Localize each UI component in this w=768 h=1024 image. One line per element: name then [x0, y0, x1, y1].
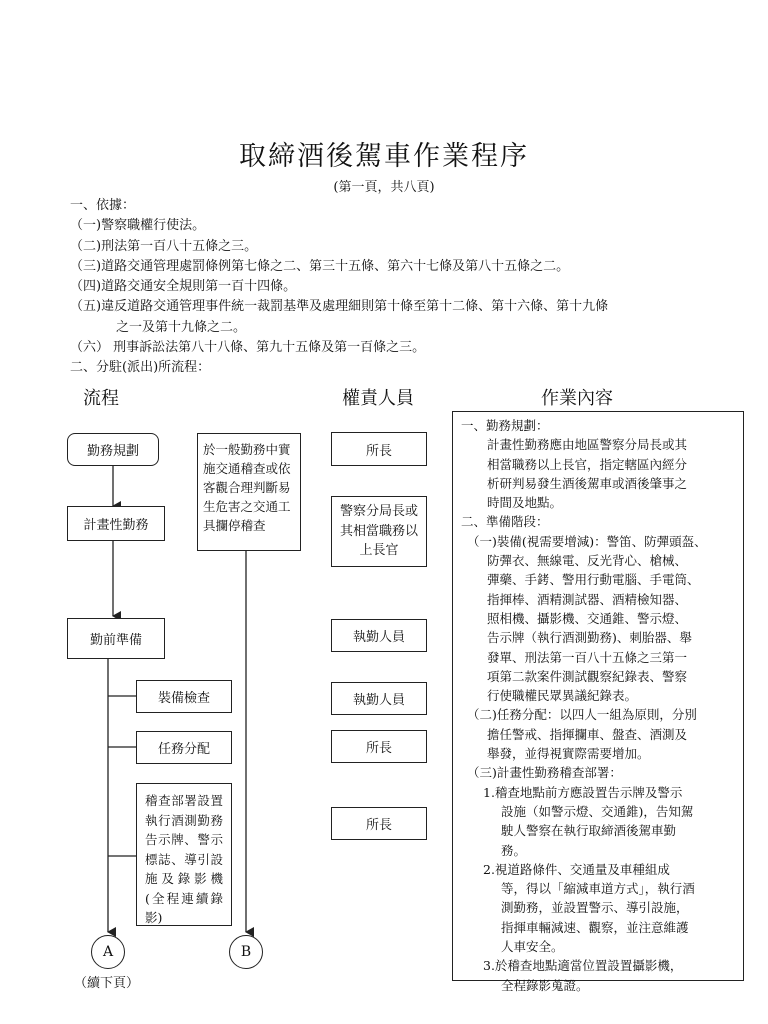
document-title: 取締酒後駕車作業程序 [239, 141, 529, 172]
basis-item-continued: 之一及第十九條之二。 [116, 319, 247, 335]
duty-planning-box: 勤務規劃 [67, 433, 159, 466]
responsible-column-header: 權責人員 [342, 388, 414, 409]
content-line: 一、勤務規劃： [461, 418, 549, 433]
flow-column-header: 流程 [83, 388, 119, 409]
content-line: 指揮車輛減速、觀察，並注意維護 [501, 919, 689, 935]
content-line: 二、準備階段： [461, 514, 549, 530]
basis-item: （三)道路交通管理處罰條例第七條之二、第三十五條、第六十七條及第八十五條之二。 [70, 258, 570, 274]
responsible-box: 執勤人員 [331, 619, 427, 652]
content-line: 務。 [501, 842, 527, 858]
page-indicator: (第一頁，共八頁) [333, 180, 435, 195]
content-line: 告示牌（執行酒測勤務)、刺胎器、舉 [487, 630, 692, 646]
content-line: 行使職權民眾異議紀錄表。 [487, 688, 638, 704]
general-duty-note-box: 於一般勤務中實施交通稽查或依客觀合理判斷易生危害之交通工具攔停稽查 [197, 433, 301, 551]
checkpoint-deploy-box: 稽查部署設置執行酒測勤務告示牌、警示標誌、導引設施及錄影機(全程連續錄影) [136, 783, 232, 926]
basis-item: （一)警察職權行使法。 [70, 218, 206, 234]
equipment-check-box: 裝備檢查 [136, 680, 232, 713]
connector-b: B [229, 935, 263, 969]
task-assignment-box: 任務分配 [136, 731, 232, 764]
content-line: 2.視道路條件、交通量及車種組成 [483, 861, 670, 877]
content-line: 等，得以「縮減車道方式」，執行酒 [501, 881, 695, 897]
connector-a: A [91, 935, 125, 969]
content-line: 1.稽查地點前方應設置告示牌及警示 [483, 784, 683, 800]
content-line: 相當職務以上長官，指定轄區內經分 [487, 456, 688, 472]
basis-item: （五)違反道路交通管理事件統一裁罰基準及處理細則第十條至第十二條、第十六條、第十九條 [70, 299, 609, 315]
content-line: 析研判易發生酒後駕車或酒後肇事之 [487, 475, 688, 491]
content-line: 彈藥、手銬、警用行動電腦、手電筒、 [487, 572, 700, 588]
responsible-box: 執勤人員 [331, 682, 427, 715]
content-line: 防彈衣、無線電、反光背心、槍械、 [487, 553, 688, 569]
basis-item: （四)道路交通安全規則第一百十四條。 [70, 279, 297, 295]
responsible-box: 所長 [331, 730, 427, 763]
basis-item: （二)刑法第一百八十五條之三。 [70, 238, 258, 254]
work-content-box [452, 411, 744, 993]
pre-duty-prep-box: 勤前準備 [67, 618, 165, 659]
responsible-box: 所長 [331, 432, 427, 466]
content-column-header: 作業內容 [541, 388, 613, 409]
content-line: 計畫性勤務應由地區警察分局長或其 [487, 437, 688, 453]
content-line: （二)任務分配：以四人一組為原則，分別 [467, 707, 697, 723]
content-line: 駛人警察在執行取締酒後駕車勤 [501, 823, 677, 839]
content-line: 擔任警戒、指揮攔車、盤查、酒測及 [487, 726, 688, 742]
basis-item: （六） 刑事訴訟法第八十八條、第九十五條及第一百條之三。 [70, 340, 426, 356]
content-line: （三)計畫性勤務稽查部署： [467, 765, 622, 781]
responsible-box: 所長 [331, 807, 427, 840]
basis-heading: 一、依據： [70, 198, 136, 213]
content-line: 項第二款案件測試觀察紀錄表、警察 [487, 668, 688, 684]
content-line: 人車安全。 [501, 939, 564, 955]
flow-section-heading: 二、分駐(派出)所流程： [70, 360, 211, 376]
content-line: 全程錄影蒐證。 [501, 977, 589, 993]
content-line: 設施（如警示燈、交通錐)，告知駕 [501, 803, 694, 819]
content-line: 照相機、攝影機、交通錐、警示燈、 [487, 610, 688, 626]
content-line: 發單、刑法第一百八十五條之三第一 [487, 649, 688, 665]
responsible-box: 警察分局長或其相當職務以上長官 [331, 496, 427, 567]
content-line: 舉發，並得視實際需要增加。 [487, 746, 650, 762]
content-line: 3.於稽查地點適當位置設置攝影機， [483, 958, 683, 974]
content-line: 指揮棒、酒精測試器、酒精檢知器、 [487, 591, 688, 607]
continued-note: （續下頁） [74, 976, 140, 991]
content-line: 測勤務，並設置警示、導引設施， [501, 900, 689, 916]
content-line: （一)裝備(視需要增減)：警笛、防彈頭盔、 [467, 533, 707, 549]
content-line: 時間及地點。 [487, 495, 563, 511]
planned-duty-box: 計畫性勤務 [67, 506, 165, 541]
